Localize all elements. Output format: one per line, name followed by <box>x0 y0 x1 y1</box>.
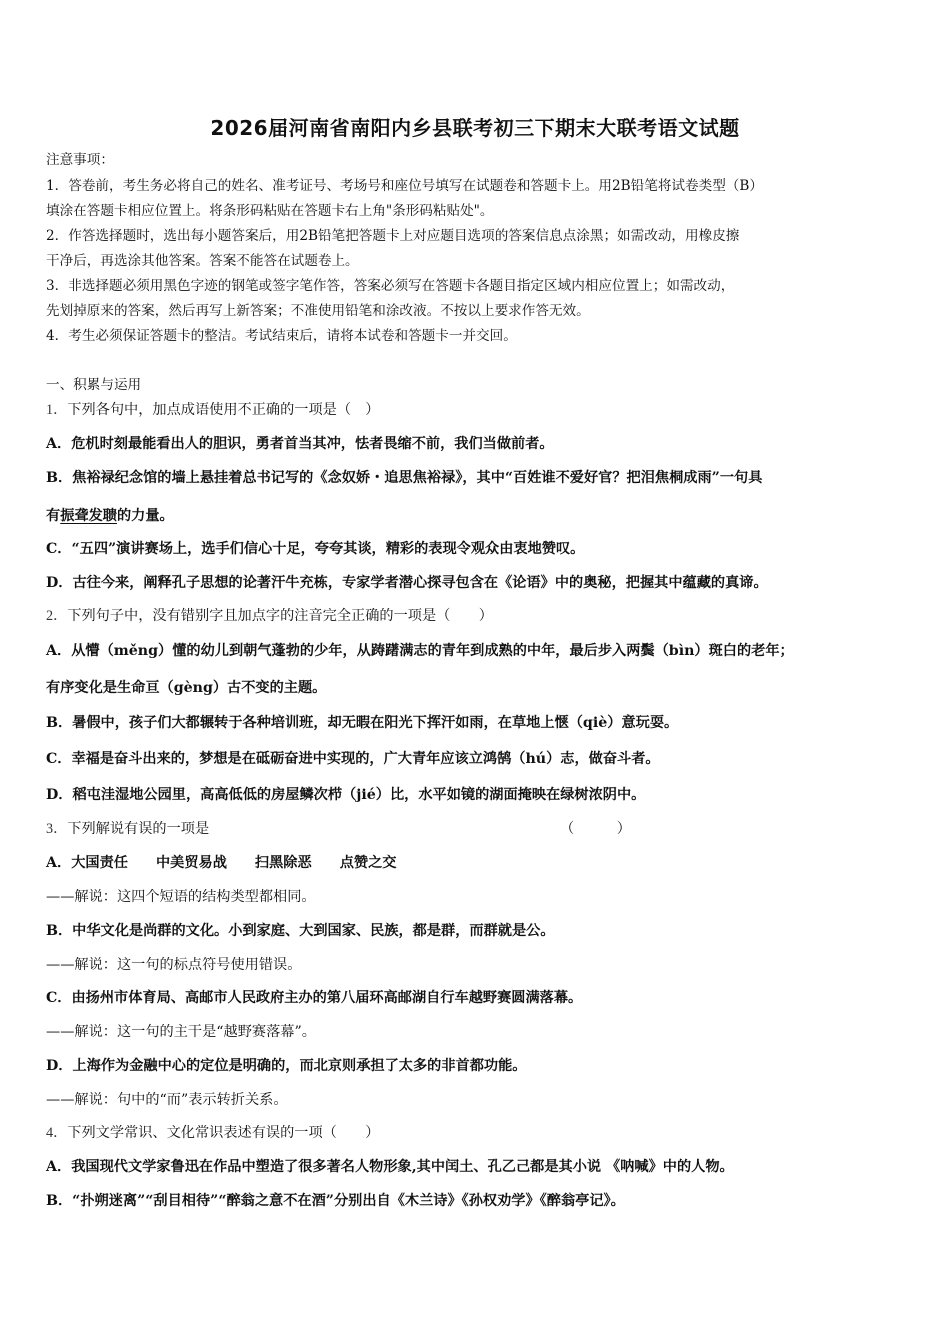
option-a <box>46 853 396 873</box>
question-number: 1． <box>46 402 68 418</box>
explanation-note: ——解说：这四个短语的结构类型都相同。 <box>46 889 316 905</box>
option-label: A． <box>46 855 72 871</box>
question-number: 2． <box>46 608 68 624</box>
phrase-item: 中美贸易战 <box>155 855 227 871</box>
phrase-item: 点赞之交 <box>339 855 397 871</box>
answer-parentheses: （ ） <box>560 821 631 837</box>
exam-title: 2026届河南省南阳内乡县联考初三下期末大联考语文试题 <box>210 116 740 140</box>
question-stem <box>46 1123 379 1143</box>
option-b: B．中华文化是尚群的文化。小到家庭、大到国家、民族，都是群，而群就是公。 <box>46 923 555 939</box>
notice-line: 3．非选择题必须用黑色字迹的钢笔或签字笔作答，答案必须写在答题卡各题目指定区域内相应位置上；如需改动， <box>46 278 735 294</box>
question-stem <box>46 819 906 839</box>
explanation-note: ——解说：句中的“而”表示转折关系。 <box>46 1092 288 1108</box>
question-text: 下列解说有误的一项是 <box>67 821 210 837</box>
question-number: 3． <box>46 821 68 837</box>
question-text: 下列句子中，没有错别字且加点字的注音完全正确的一项是（ ） <box>67 608 493 624</box>
option-text: 有 <box>46 508 61 524</box>
explanation-note: ——解说：这一句的主干是“越野赛落幕”。 <box>46 1024 316 1040</box>
option-c: C．幸福是奋斗出来的，梦想是在砥砺奋进中实现的，广大青年应该立鸿鹄（hú）志，做奋斗者。 <box>46 751 660 767</box>
phrase-item: 大国责任 <box>71 855 128 871</box>
question-text: 下列各句中，加点成语使用不正确的一项是（ ） <box>67 402 380 418</box>
notice-line: 干净后，再选涂其他答案。答案不能答在试题卷上。 <box>46 253 359 269</box>
question-stem <box>46 606 493 626</box>
dotted-idiom: 振聋发聩 <box>60 508 117 524</box>
option-a: A．从懵（měng）懂的幼儿到朝气蓬勃的少年，从踌躇满志的青年到成熟的中年，最后步入两鬓（bìn）斑白的老年； <box>46 643 794 659</box>
notice-line: 先划掉原来的答案，然后再写上新答案；不准使用铅笔和涂改液。不按以上要求作答无效。 <box>46 303 590 319</box>
question-text: 下列文学常识、文化常识表述有误的一项（ ） <box>67 1125 380 1141</box>
option-d: D．上海作为金融中心的定位是明确的，而北京则承担了太多的非首都功能。 <box>46 1058 527 1074</box>
notice-line: 1．答卷前，考生务必将自己的姓名、准考证号、考场号和座位号填写在试题卷和答题卡上。用2B铅笔将试卷类型（B） <box>46 178 763 194</box>
option-d: D．稻屯洼湿地公园里，高高低低的房屋鳞次栉（jié）比，水平如镜的湖面掩映在绿树浓阴中。 <box>46 787 646 803</box>
option-b: B．暑假中，孩子们大都辗转于各种培训班，却无暇在阳光下挥汗如雨，在草地上惬（qiè）意玩耍。 <box>46 715 679 731</box>
option-a: A．我国现代文学家鲁迅在作品中塑造了很多著名人物形象,其中闰土、孔乙己都是其小说 《呐喊》中的人物。 <box>46 1159 734 1175</box>
notice-line: 4．考生必须保证答题卡的整洁。考试结束后，请将本试卷和答题卡一并交回。 <box>46 328 517 344</box>
section-heading: 一、积累与运用 <box>46 377 142 393</box>
phrase-item: 扫黑除恶 <box>254 855 312 871</box>
option-b-continued <box>46 506 174 526</box>
notice-heading: 注意事项： <box>46 152 114 168</box>
notice-line: 2．作答选择题时，选出每小题答案后，用2B铅笔把答题卡上对应题目选项的答案信息点涂黑；如需改动，用橡皮擦 <box>46 228 740 244</box>
option-text: 的力量。 <box>116 508 174 524</box>
explanation-note: ——解说：这一句的标点符号使用错误。 <box>46 957 302 973</box>
option-c: C．“五四”演讲赛场上，选手们信心十足，夸夸其谈，精彩的表现令观众由衷地赞叹。 <box>46 541 585 557</box>
question-stem <box>46 400 379 420</box>
question-number: 4． <box>46 1125 68 1141</box>
option-b: B．“扑朔迷离”“刮目相待”“醉翁之意不在酒”分别出自《木兰诗》《孙权劝学》《醉翁亭记》。 <box>46 1193 625 1209</box>
option-a: A．危机时刻最能看出人的胆识，勇者首当其冲，怯者畏缩不前，我们当做前者。 <box>46 436 554 452</box>
option-a-continued: 有序变化是生命亘（gèng）古不变的主题。 <box>46 680 327 696</box>
notice-line: 填涂在答题卡相应位置上。将条形码粘贴在答题卡右上角"条形码粘贴处"。 <box>46 203 494 219</box>
option-d: D．古往今来，阐释孔子思想的论著汗牛充栋，专家学者潜心探寻包含在《论语》中的奥秘，把握其中蕴藏的真谛。 <box>46 575 768 591</box>
option-b: B．焦裕禄纪念馆的墙上悬挂着总书记写的《念奴娇・追思焦裕禄》，其中“百姓谁不爱好官？把泪焦桐成雨”一句具 <box>46 470 763 486</box>
option-c: C．由扬州市体育局、高邮市人民政府主办的第八届环高邮湖自行车越野赛圆满落幕。 <box>46 990 583 1006</box>
